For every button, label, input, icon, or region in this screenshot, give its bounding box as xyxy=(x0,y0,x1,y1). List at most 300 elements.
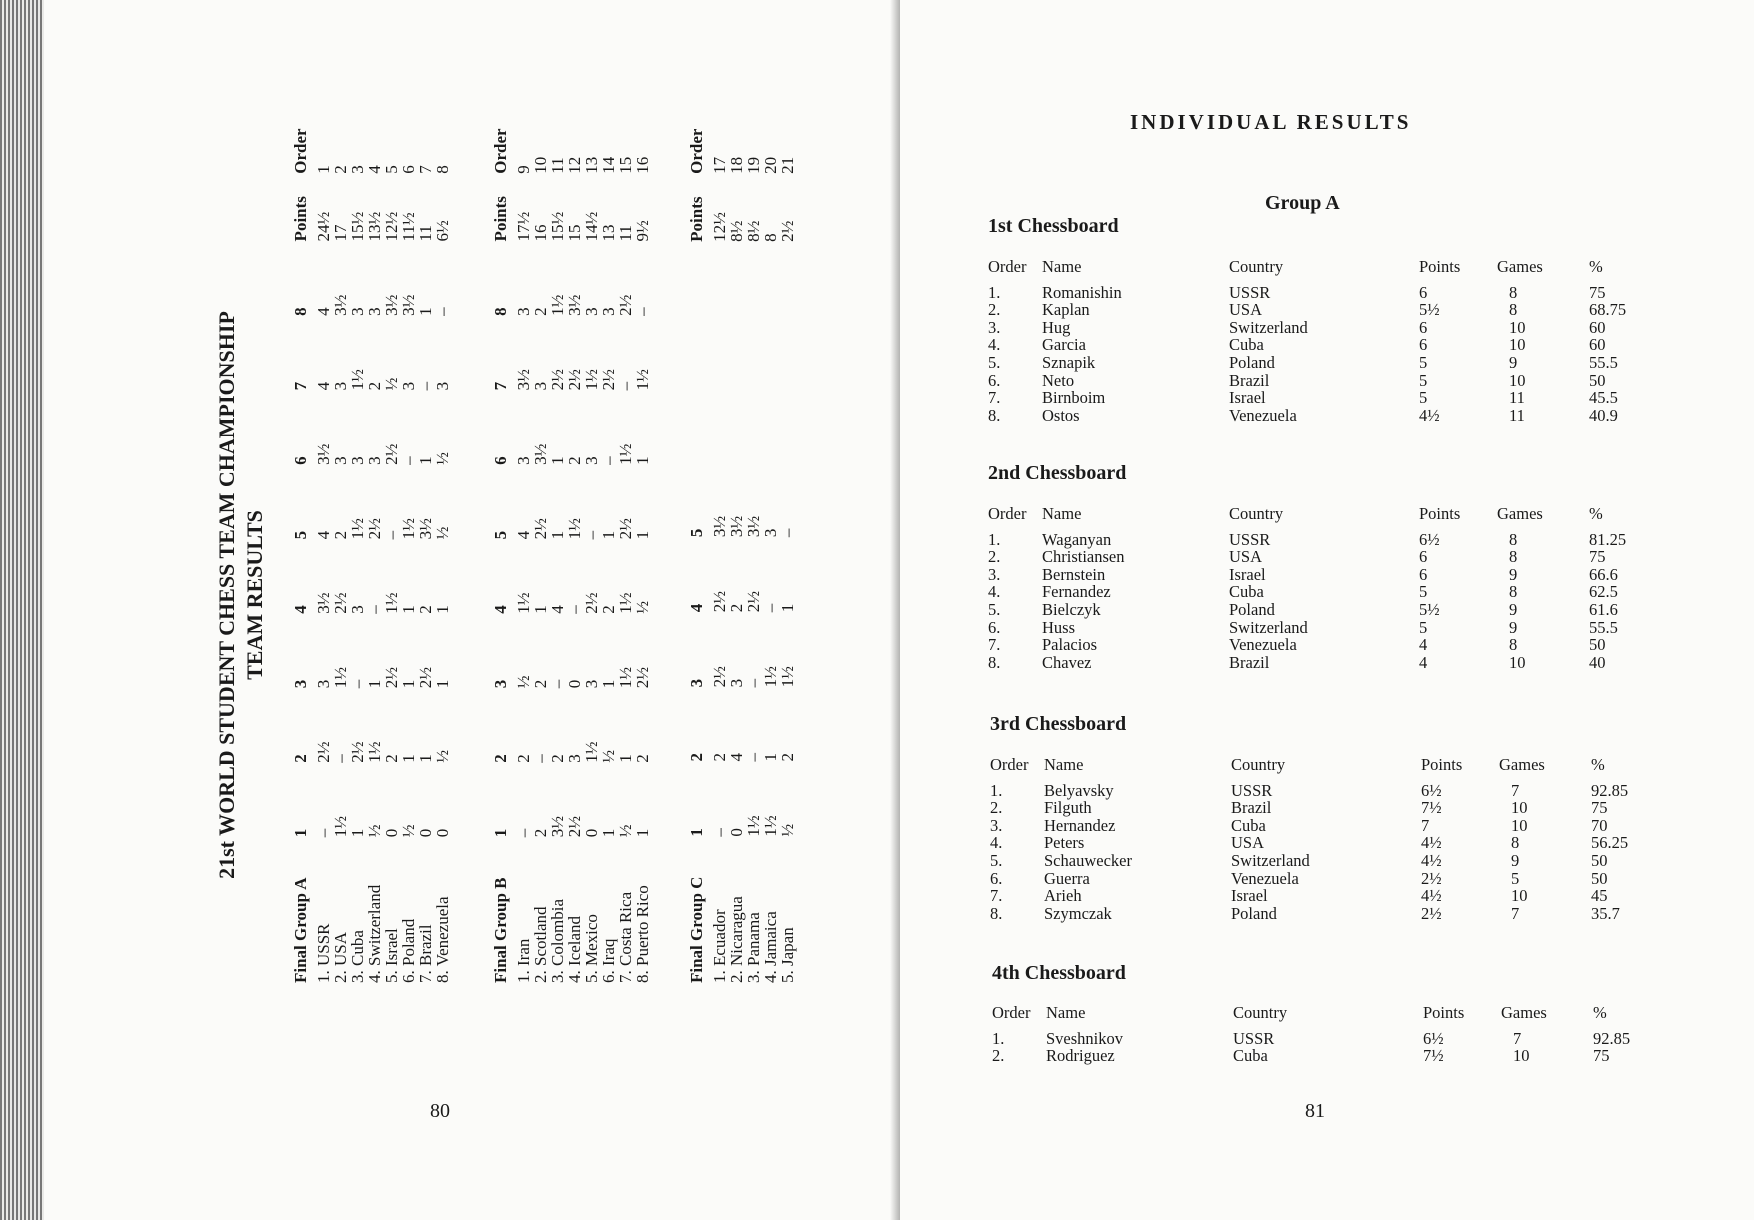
team-order: 3 xyxy=(348,165,367,174)
player-row xyxy=(988,389,1649,407)
match-score: 1½ xyxy=(616,443,635,465)
team-name: 1. Ecuador xyxy=(710,909,729,983)
column-header: Games xyxy=(1497,257,1543,276)
team-points: 11 xyxy=(616,225,635,242)
match-score: 0 xyxy=(433,828,452,838)
match-score: 2 xyxy=(599,605,618,614)
percent-cell: 61.6 xyxy=(1589,599,1618,619)
match-score: 4 xyxy=(314,307,333,316)
team-points: 15½ xyxy=(548,211,567,242)
team-order: 7 xyxy=(416,165,435,174)
team-row xyxy=(400,115,417,983)
country-cell: Poland xyxy=(1229,352,1275,372)
column-header-row xyxy=(992,1004,1653,1030)
match-score: – xyxy=(548,679,567,689)
team-row xyxy=(332,115,349,983)
games-cell: 9 xyxy=(1509,564,1518,584)
player-row xyxy=(988,301,1649,319)
column-header: Country xyxy=(1229,257,1284,276)
match-score: 2½ xyxy=(616,518,635,540)
country-cell: USSR xyxy=(1231,780,1273,800)
column-header: 2 xyxy=(687,752,706,762)
player-name: Ostos xyxy=(1042,405,1080,425)
match-score: 1½ xyxy=(582,369,601,391)
column-header: Order xyxy=(687,128,706,174)
match-score: 2½ xyxy=(599,369,618,391)
country-cell: USSR xyxy=(1229,282,1271,302)
team-points: 2½ xyxy=(778,220,797,242)
points-cell: 4½ xyxy=(1419,405,1440,425)
match-score: 3½ xyxy=(331,294,350,316)
match-score: 3 xyxy=(399,381,418,391)
match-score: – xyxy=(314,828,333,838)
group-title: Final Group B xyxy=(491,877,510,983)
match-score: 1 xyxy=(633,828,652,838)
column-header: Name xyxy=(1042,257,1082,276)
order-cell: 1. xyxy=(990,780,1003,800)
group-header-row xyxy=(492,115,515,983)
order-cell: 4. xyxy=(988,582,1001,602)
match-score xyxy=(762,389,779,462)
country-cell: Poland xyxy=(1231,903,1277,923)
match-score: ½ xyxy=(433,452,452,465)
match-score: ½ xyxy=(599,749,618,763)
points-cell: 6½ xyxy=(1421,780,1442,800)
games-cell: 10 xyxy=(1509,335,1526,355)
column-header: Points xyxy=(291,196,310,242)
match-score: 0 xyxy=(727,828,746,837)
team-row xyxy=(762,115,779,983)
team-row xyxy=(515,115,532,983)
match-score: 2½ xyxy=(348,741,367,763)
order-cell: 5. xyxy=(988,599,1001,619)
player-row xyxy=(990,905,1651,923)
team-points: 16 xyxy=(531,224,550,242)
match-score xyxy=(779,389,796,462)
left-page xyxy=(44,0,896,1220)
team-order: 18 xyxy=(727,156,746,174)
page-subtitle: TEAM RESULTS xyxy=(242,510,267,680)
team-points: 15 xyxy=(565,224,584,242)
percent-cell: 75 xyxy=(1591,798,1608,818)
player-name: Hug xyxy=(1042,317,1071,337)
match-score: 1½ xyxy=(382,592,401,614)
team-row xyxy=(417,115,434,983)
match-score: 2½ xyxy=(710,666,729,688)
player-name: Schauwecker xyxy=(1044,850,1132,870)
column-header: Games xyxy=(1497,504,1543,523)
team-order: 4 xyxy=(365,165,384,174)
team-name: 5. Mexico xyxy=(582,914,601,983)
games-cell: 9 xyxy=(1509,599,1518,619)
match-score: – xyxy=(778,528,797,538)
match-score xyxy=(728,242,745,315)
match-score: – xyxy=(633,307,652,316)
games-cell: 10 xyxy=(1511,815,1528,835)
match-score: 1 xyxy=(416,307,435,316)
individual-results-title: INDIVIDUAL RESULTS xyxy=(1130,110,1412,134)
order-cell: 1. xyxy=(988,529,1001,549)
order-cell: 2. xyxy=(988,300,1001,320)
column-header: 4 xyxy=(687,603,706,613)
column-header: Points xyxy=(491,196,510,242)
match-score xyxy=(779,315,796,388)
team-order: 12 xyxy=(565,156,584,174)
team-order: 9 xyxy=(514,165,533,174)
order-cell: 2. xyxy=(992,1046,1005,1066)
match-score: 1½ xyxy=(616,667,635,689)
match-score: 3½ xyxy=(314,443,333,465)
percent-cell: 92.85 xyxy=(1591,780,1629,800)
team-row xyxy=(779,115,796,983)
match-score: 1½ xyxy=(633,369,652,391)
match-score: 3 xyxy=(348,456,367,465)
column-header xyxy=(688,315,711,388)
player-name: Sveshnikov xyxy=(1046,1028,1124,1048)
match-score: 1½ xyxy=(548,294,567,316)
points-cell: 7½ xyxy=(1423,1046,1444,1066)
points-cell: 4½ xyxy=(1421,850,1442,870)
player-row xyxy=(990,799,1651,817)
match-score: 1½ xyxy=(348,369,367,391)
match-score: 1 xyxy=(633,530,652,540)
match-score: 3½ xyxy=(514,369,533,391)
player-name: Sznapik xyxy=(1042,352,1096,372)
player-row xyxy=(988,354,1649,372)
match-score: 2 xyxy=(365,381,384,391)
match-score: 2 xyxy=(727,603,746,613)
page-title: 21st WORLD STUDENT CHESS TEAM CHAMPIONSHIP xyxy=(214,311,239,879)
order-cell: 5. xyxy=(990,850,1003,870)
team-row xyxy=(383,115,400,983)
percent-cell: 62.5 xyxy=(1589,582,1618,602)
match-score: 2½ xyxy=(710,591,729,613)
match-score: 1½ xyxy=(348,518,367,540)
player-name: Garcia xyxy=(1042,335,1086,355)
points-cell: 6½ xyxy=(1419,529,1440,549)
team-row xyxy=(566,115,583,983)
match-score: 1½ xyxy=(761,666,780,688)
points-cell: 7½ xyxy=(1421,798,1442,818)
match-score: 1 xyxy=(348,828,367,838)
games-cell: 9 xyxy=(1509,617,1518,637)
match-score: 3 xyxy=(514,307,533,316)
match-score: 4 xyxy=(314,381,333,391)
games-cell: 9 xyxy=(1509,352,1518,372)
percent-cell: 40.9 xyxy=(1589,405,1618,425)
column-header-row xyxy=(988,258,1649,284)
team-name: 8. Puerto Rico xyxy=(633,885,652,983)
match-score: 3½ xyxy=(399,294,418,316)
book-page-edges xyxy=(0,0,44,1220)
column-header: 8 xyxy=(291,307,310,316)
column-header: Country xyxy=(1229,504,1284,523)
match-score: 2 xyxy=(514,754,533,763)
team-order: 20 xyxy=(761,156,780,174)
points-cell: 5½ xyxy=(1419,300,1440,320)
player-name: Bielczyk xyxy=(1042,599,1101,619)
column-header: % xyxy=(1591,755,1605,774)
match-score: 3 xyxy=(531,381,550,391)
percent-cell: 35.7 xyxy=(1591,903,1620,923)
match-score: 3 xyxy=(514,456,533,465)
match-score: 1 xyxy=(548,456,567,465)
team-name: 4. Iceland xyxy=(565,915,584,983)
column-header: Name xyxy=(1042,504,1082,523)
team-order: 11 xyxy=(548,157,567,174)
country-cell: Cuba xyxy=(1231,815,1266,835)
team-name: 6. Iraq xyxy=(599,938,618,983)
player-row xyxy=(990,817,1651,835)
country-cell: Switzerland xyxy=(1229,617,1308,637)
group-a-table xyxy=(292,115,451,983)
player-row xyxy=(990,782,1651,800)
games-cell: 5 xyxy=(1511,868,1520,888)
match-score xyxy=(745,242,762,315)
games-cell: 7 xyxy=(1511,780,1520,800)
match-score: – xyxy=(416,381,435,391)
points-cell: 6 xyxy=(1419,547,1428,567)
order-cell: 7. xyxy=(988,635,1001,655)
match-score: 3 xyxy=(727,678,746,688)
team-points: 11½ xyxy=(399,212,418,242)
percent-cell: 68.75 xyxy=(1589,300,1627,320)
match-score: 1 xyxy=(416,754,435,763)
board-title: 4th Chessboard xyxy=(992,962,1126,984)
points-cell: 5 xyxy=(1419,388,1428,408)
country-cell: USA xyxy=(1229,300,1263,320)
board-1-table xyxy=(988,258,1649,424)
team-order: 1 xyxy=(314,165,333,174)
player-row xyxy=(988,601,1649,619)
games-cell: 10 xyxy=(1511,886,1528,906)
team-row xyxy=(434,115,451,983)
player-row xyxy=(992,1030,1653,1048)
match-score: 2½ xyxy=(382,443,401,465)
column-header: Order xyxy=(491,128,510,174)
order-cell: 7. xyxy=(990,886,1003,906)
team-order: 5 xyxy=(382,165,401,174)
match-score: 3½ xyxy=(548,815,567,838)
column-header xyxy=(688,389,711,462)
match-score: 1½ xyxy=(565,518,584,540)
order-cell: 1. xyxy=(992,1028,1005,1048)
match-score: 1 xyxy=(633,456,652,465)
match-score: – xyxy=(565,605,584,614)
team-row xyxy=(549,115,566,983)
match-score: 1½ xyxy=(331,815,350,838)
match-score: 3 xyxy=(599,307,618,316)
games-cell: 8 xyxy=(1509,282,1518,302)
match-score: 1 xyxy=(399,754,418,763)
match-score: 4 xyxy=(727,752,746,762)
player-row xyxy=(990,870,1651,888)
column-header: 8 xyxy=(491,307,510,316)
percent-cell: 70 xyxy=(1591,815,1608,835)
group-header-row xyxy=(688,115,711,983)
column-header: % xyxy=(1593,1003,1607,1022)
team-row xyxy=(349,115,366,983)
match-score: ½ xyxy=(399,824,418,838)
player-row xyxy=(988,548,1649,566)
country-cell: Switzerland xyxy=(1229,317,1308,337)
match-score xyxy=(711,389,728,462)
column-header: 3 xyxy=(291,679,310,689)
player-row xyxy=(988,531,1649,549)
match-score: 3 xyxy=(582,307,601,316)
match-score: 3½ xyxy=(382,294,401,316)
percent-cell: 45 xyxy=(1591,886,1608,906)
board-title: 1st Chessboard xyxy=(988,215,1119,237)
country-cell: Venezuela xyxy=(1231,868,1299,888)
match-score: 3 xyxy=(582,456,601,465)
games-cell: 11 xyxy=(1509,388,1525,408)
match-score: 3 xyxy=(331,456,350,465)
match-score: 2½ xyxy=(365,518,384,540)
points-cell: 5 xyxy=(1419,370,1428,390)
column-header: 5 xyxy=(291,530,310,540)
team-points: 24½ xyxy=(314,211,333,242)
group-heading: Group A xyxy=(1265,192,1340,214)
team-points: 8 xyxy=(761,233,780,242)
team-row xyxy=(600,115,617,983)
player-row xyxy=(990,834,1651,852)
team-name: 7. Brazil xyxy=(416,924,435,983)
team-points: 14½ xyxy=(582,211,601,242)
player-name: Christiansen xyxy=(1042,547,1125,567)
match-score: 0 xyxy=(382,828,401,838)
match-score: 2½ xyxy=(565,815,584,838)
country-cell: USSR xyxy=(1229,529,1271,549)
match-score: 4 xyxy=(514,530,533,540)
column-header: Name xyxy=(1044,755,1084,774)
country-cell: Brazil xyxy=(1229,370,1270,390)
column-header: 1 xyxy=(491,828,510,838)
match-score: – xyxy=(616,381,635,391)
player-name: Kaplan xyxy=(1042,300,1090,320)
match-score xyxy=(711,315,728,388)
team-points: 12½ xyxy=(382,211,401,242)
column-header: 4 xyxy=(291,605,310,614)
country-cell: Israel xyxy=(1229,564,1266,584)
match-score: 1 xyxy=(399,679,418,689)
match-score: 2 xyxy=(531,679,550,689)
match-score: 2½ xyxy=(616,294,635,316)
match-score: 2 xyxy=(331,530,350,540)
match-score: – xyxy=(399,456,418,465)
order-cell: 6. xyxy=(990,868,1003,888)
team-row xyxy=(728,115,745,983)
team-order: 2 xyxy=(331,165,350,174)
match-score: 3 xyxy=(331,381,350,391)
column-header: 2 xyxy=(291,754,310,763)
match-score: ½ xyxy=(633,601,652,614)
match-score: 2½ xyxy=(633,667,652,689)
match-score: 2½ xyxy=(565,369,584,391)
order-cell: 2. xyxy=(990,798,1003,818)
column-header: 6 xyxy=(491,456,510,465)
column-header: 7 xyxy=(491,381,510,391)
match-score: 1 xyxy=(548,530,567,540)
team-order: 16 xyxy=(633,156,652,174)
points-cell: 4 xyxy=(1419,652,1428,672)
points-cell: 6½ xyxy=(1423,1028,1444,1048)
points-cell: 2½ xyxy=(1421,868,1442,888)
player-name: Filguth xyxy=(1044,798,1092,818)
player-name: Rodriguez xyxy=(1046,1046,1115,1066)
column-header: Games xyxy=(1501,1003,1547,1022)
column-header-row xyxy=(988,505,1649,531)
match-score: 2 xyxy=(416,605,435,614)
player-name: Arieh xyxy=(1044,886,1082,906)
match-score: 3 xyxy=(314,679,333,689)
column-header: 5 xyxy=(491,530,510,540)
percent-cell: 66.6 xyxy=(1589,564,1618,584)
team-points: 15½ xyxy=(348,211,367,242)
match-score: – xyxy=(382,530,401,540)
order-cell: 5. xyxy=(988,352,1001,372)
player-row xyxy=(990,852,1651,870)
match-score: 3½ xyxy=(710,515,729,538)
match-score: 0 xyxy=(565,679,584,689)
column-header: Country xyxy=(1231,755,1286,774)
match-score xyxy=(762,242,779,315)
match-score: 1 xyxy=(599,828,618,838)
match-score: ½ xyxy=(514,675,533,689)
team-name: 2. USA xyxy=(331,931,350,983)
match-score: 2 xyxy=(531,307,550,316)
order-cell: 8. xyxy=(988,405,1001,425)
games-cell: 10 xyxy=(1509,370,1526,390)
team-order: 14 xyxy=(599,156,618,174)
country-cell: Cuba xyxy=(1229,582,1264,602)
games-cell: 8 xyxy=(1509,547,1518,567)
group-title: Final Group A xyxy=(291,877,310,983)
match-score: 1 xyxy=(531,605,550,614)
percent-cell: 50 xyxy=(1591,850,1608,870)
match-score: – xyxy=(744,752,763,762)
column-header: Points xyxy=(687,196,706,242)
percent-cell: 40 xyxy=(1589,652,1606,672)
match-score: ½ xyxy=(616,824,635,838)
percent-cell: 45.5 xyxy=(1589,388,1618,408)
country-cell: Cuba xyxy=(1233,1046,1268,1066)
player-name: Waganyan xyxy=(1042,529,1112,549)
match-score: – xyxy=(348,679,367,689)
match-score: 1 xyxy=(599,679,618,689)
match-score: 1 xyxy=(599,530,618,540)
group-title: Final Group C xyxy=(687,876,706,983)
match-score: 1 xyxy=(416,456,435,465)
games-cell: 8 xyxy=(1509,529,1518,549)
team-points: 17 xyxy=(331,224,350,242)
games-cell: 8 xyxy=(1509,300,1518,320)
match-score: 3 xyxy=(565,754,584,763)
team-points: 17½ xyxy=(514,211,533,242)
match-score: 2 xyxy=(382,754,401,763)
column-header: Games xyxy=(1499,755,1545,774)
team-row xyxy=(745,115,762,983)
column-header: Points xyxy=(1421,755,1463,774)
match-score: 1 xyxy=(761,752,780,762)
match-score: 3½ xyxy=(744,515,763,538)
player-name: Palacios xyxy=(1042,635,1097,655)
country-cell: Venezuela xyxy=(1229,405,1297,425)
team-points: 6½ xyxy=(433,220,452,242)
points-cell: 5½ xyxy=(1419,599,1440,619)
match-score: 1 xyxy=(365,679,384,689)
column-header: Points xyxy=(1423,1003,1465,1022)
